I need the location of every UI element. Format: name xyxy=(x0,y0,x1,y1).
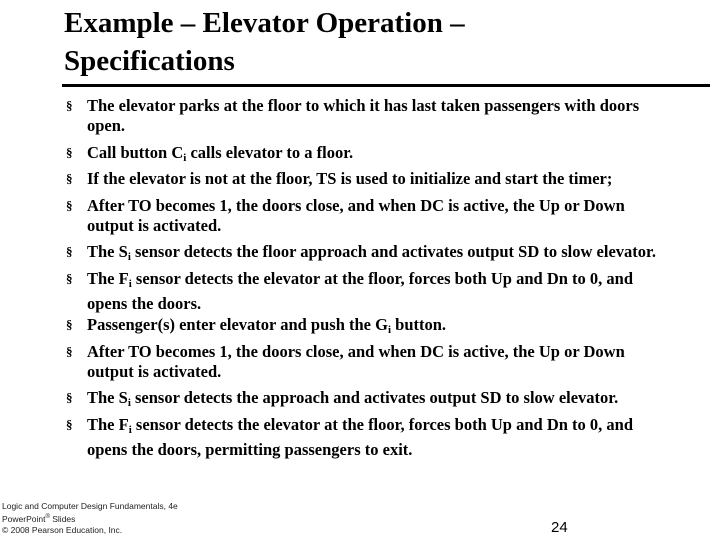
bullet-text-cont: calls elevator to a floor. xyxy=(186,142,354,162)
bullet-marker-icon: § xyxy=(66,317,73,332)
bullet-marker-icon: § xyxy=(66,416,73,432)
bullet-marker-icon: § xyxy=(66,270,73,286)
bullet-text: The elevator parks at the floor to which it has last taken passengers with doors open. xyxy=(87,96,640,135)
footer-book-title: Logic and Computer Design Fundamentals, 4e xyxy=(2,501,178,511)
slide-title xyxy=(64,4,704,80)
bullet-subscript: i xyxy=(128,423,132,436)
bullet-text-cont: sensor detects the approach and activates output SD to slow elevator. xyxy=(130,388,619,407)
bullet-item xyxy=(66,242,666,267)
bullet-marker-icon: § xyxy=(66,144,73,160)
bullet-text: The F xyxy=(87,414,129,434)
bullet-text: After TO becomes 1, the doors close, and when DC is active, the Up or Down output is activated. xyxy=(87,195,625,235)
bullet-text: The F xyxy=(87,268,129,288)
bullet-subscript: i xyxy=(128,277,132,290)
bullet-text-cont: button. xyxy=(391,315,447,334)
bullet-marker-icon: § xyxy=(66,197,73,213)
bullet-item xyxy=(66,96,666,141)
bullet-subscript: i xyxy=(127,397,131,409)
bullet-item xyxy=(66,315,666,340)
bullet-item xyxy=(66,269,666,314)
bullet-item xyxy=(66,196,666,241)
bullet-marker-icon: § xyxy=(66,171,73,186)
bullet-item xyxy=(66,415,666,460)
copyright-footer xyxy=(2,501,178,536)
bullet-subscript: i xyxy=(127,251,131,263)
bullet-text-cont: sensor detects the floor approach and activates output SD to slow elevator. xyxy=(130,242,656,261)
bullet-marker-icon: § xyxy=(66,390,73,405)
bullet-item xyxy=(66,388,666,413)
bullet-marker-icon: § xyxy=(66,98,73,113)
bullet-text-cont: sensor detects the elevator at the floor, forces both Up and Dn to 0, and opens the doors. xyxy=(87,268,634,313)
bullet-marker-icon: § xyxy=(66,244,73,259)
bullet-text: Call button C xyxy=(87,142,184,162)
footer-copyright: © 2008 Pearson Education, Inc. xyxy=(2,524,123,535)
bullet-item xyxy=(66,169,666,194)
bullet-text-cont: sensor detects the elevator at the floor, forces both Up and Dn to 0, and opens the doors, permitting passengers to exit. xyxy=(87,414,634,459)
bullet-text: Passenger(s) enter elevator and push the G xyxy=(87,315,388,334)
title-divider xyxy=(62,84,710,87)
bullet-list xyxy=(66,96,666,461)
bullet-text: The S xyxy=(87,388,128,407)
bullet-text: If the elevator is not at the floor, TS is used to initialize and start the timer; xyxy=(87,169,613,188)
bullet-item xyxy=(66,342,666,387)
bullet-subscript: i xyxy=(387,324,392,336)
bullet-item xyxy=(66,143,666,168)
page-number: 24 xyxy=(551,519,568,536)
footer-slides-label: PowerPoint® Slides xyxy=(2,513,76,524)
bullet-text: The S xyxy=(87,242,128,261)
slide-title-line-1: Example – Elevator Operation – xyxy=(64,7,465,39)
bullet-text: After TO becomes 1, the doors close, and when DC is active, the Up or Down output is activated. xyxy=(87,341,625,381)
bullet-subscript: i xyxy=(183,151,187,164)
bullet-marker-icon: § xyxy=(66,343,73,359)
slide-title-line-2: Specifications xyxy=(64,45,235,77)
